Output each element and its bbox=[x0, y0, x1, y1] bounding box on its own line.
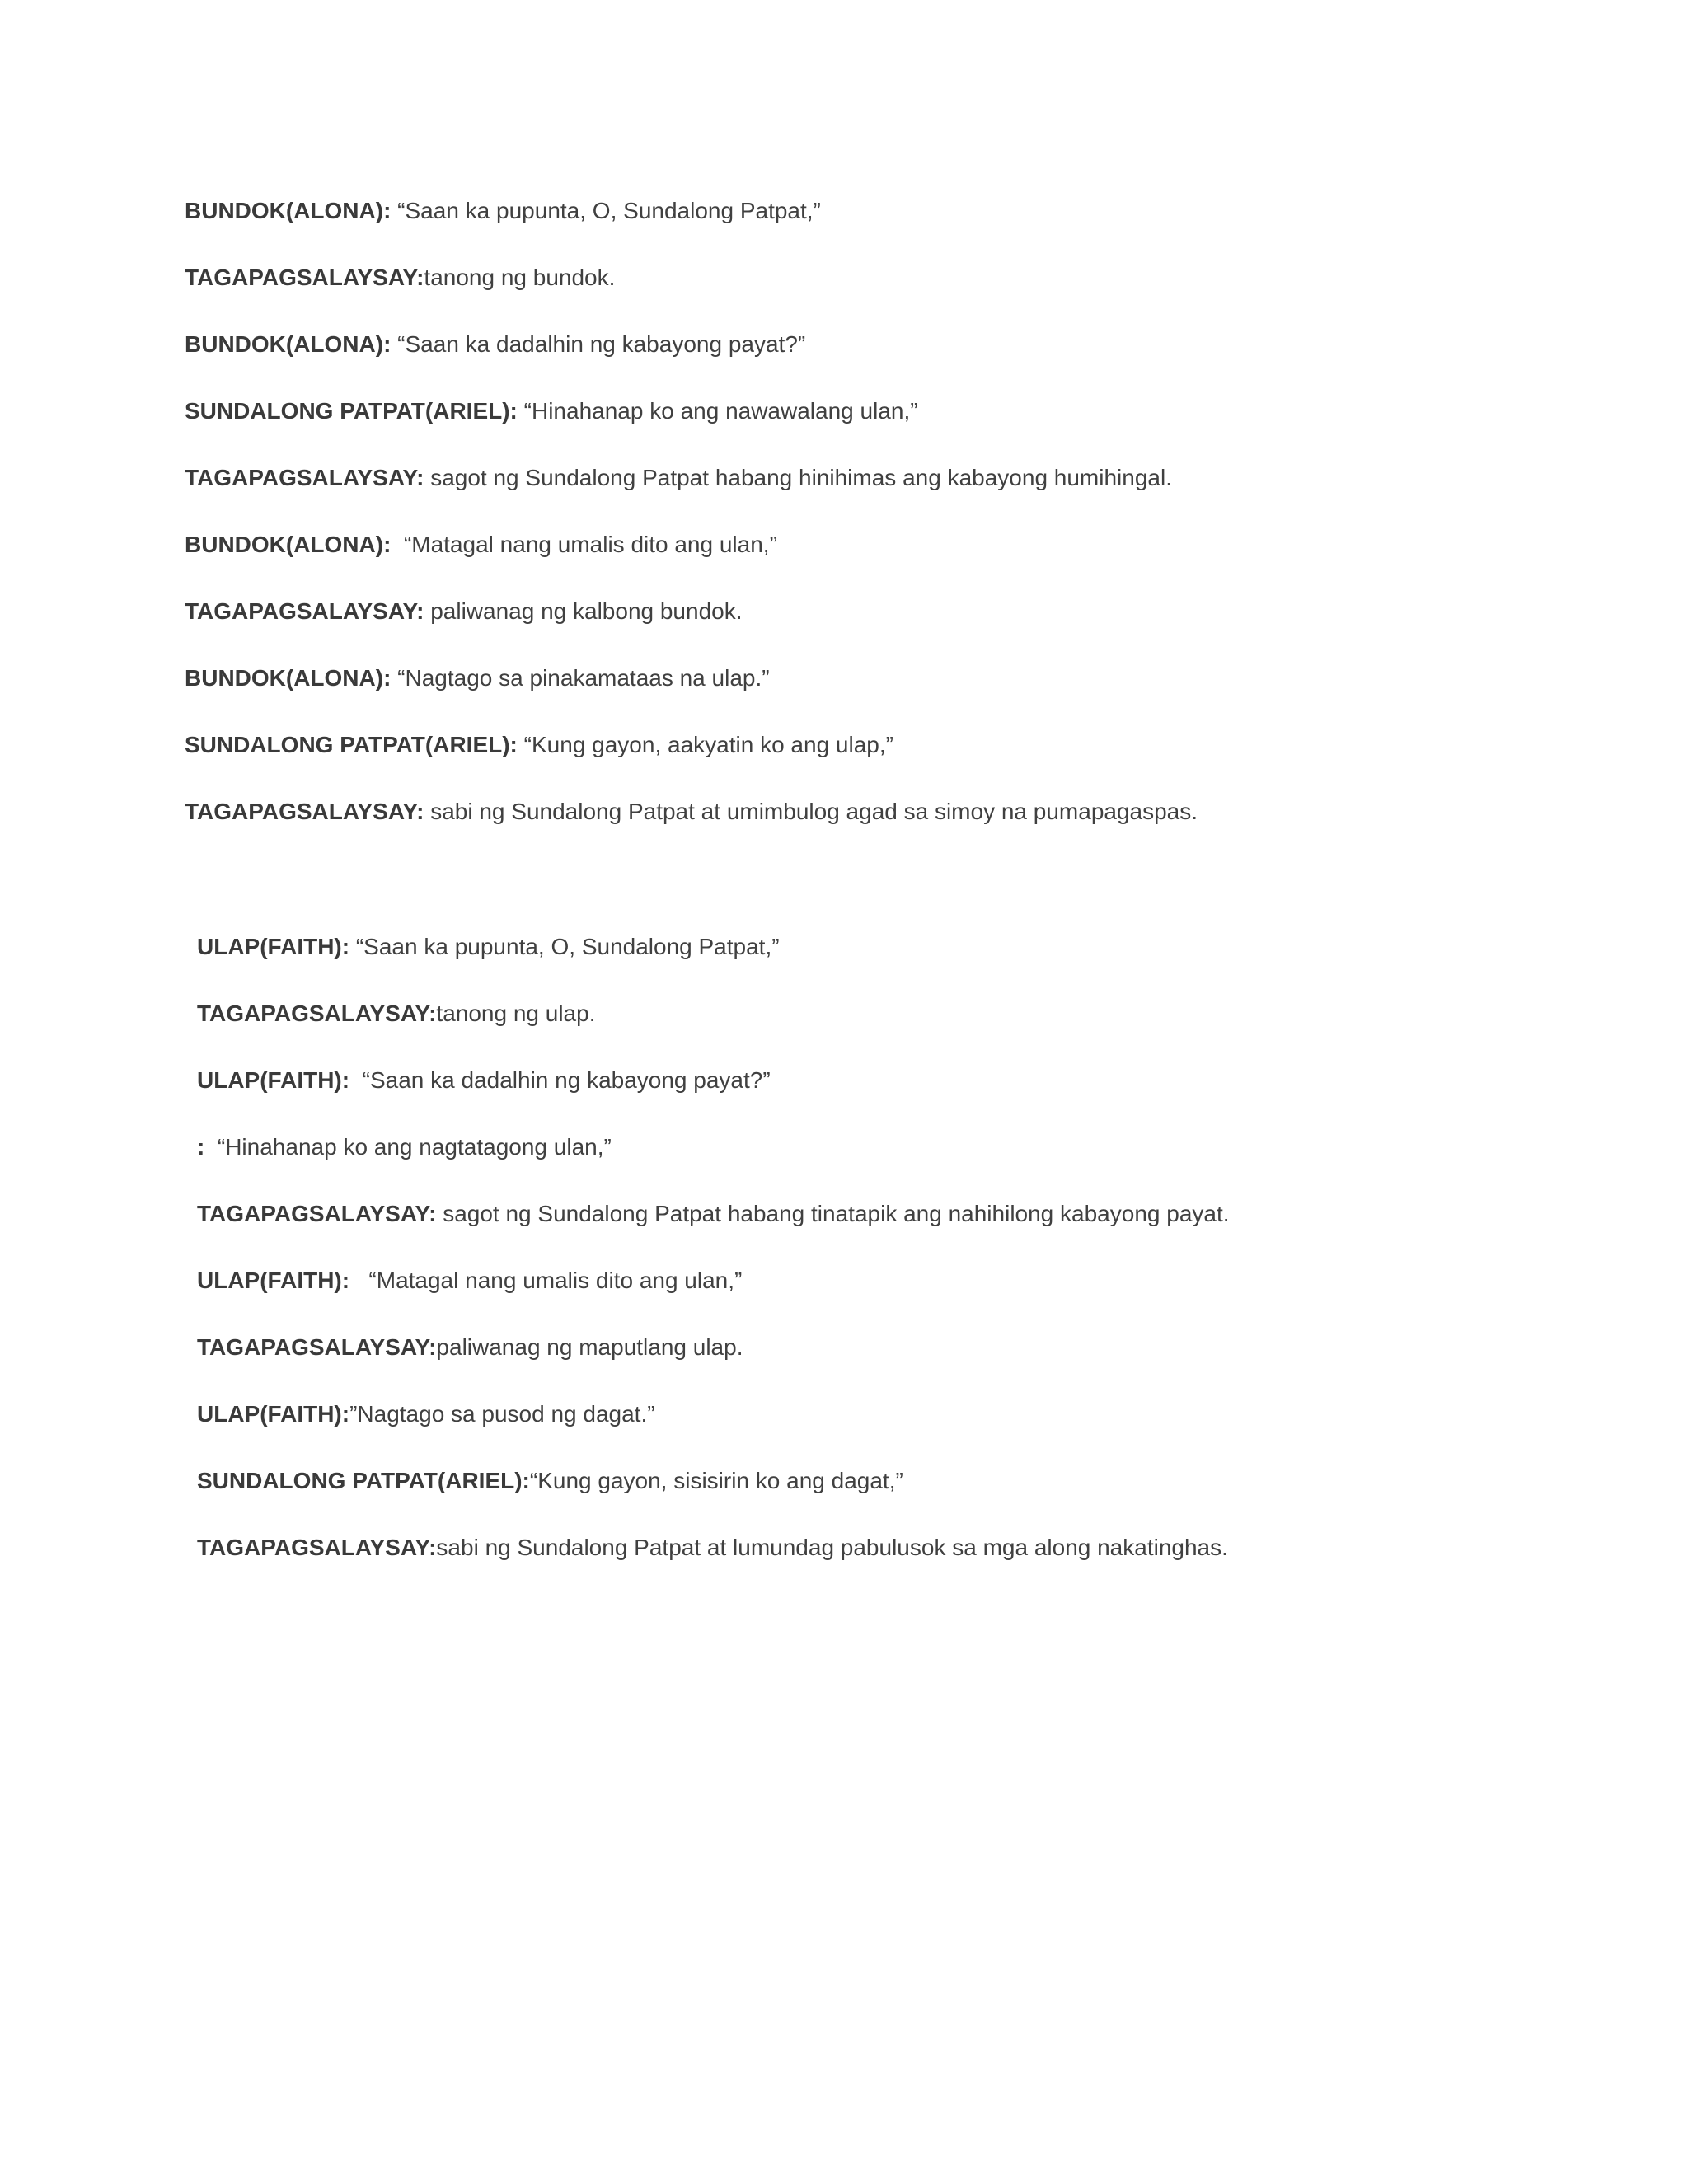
dialogue-line bbox=[197, 1064, 771, 1097]
speaker-label: BUNDOK(ALONA): bbox=[185, 532, 392, 557]
dialogue-text: “Hinahanap ko ang nawawalang ulan,” bbox=[517, 398, 918, 424]
dialogue-text: “Matagal nang umalis dito ang ulan,” bbox=[349, 1268, 743, 1293]
speaker-label: : bbox=[197, 1134, 205, 1160]
dialogue-text: sabi ng Sundalong Patpat at lumundag pabulusok sa mga along nakatinghas. bbox=[436, 1535, 1228, 1560]
speaker-label: BUNDOK(ALONA): bbox=[185, 331, 392, 357]
dialogue-line bbox=[197, 1398, 655, 1431]
speaker-label: ULAP(FAITH): bbox=[197, 1401, 350, 1427]
speaker-label: TAGAPAGSALAYSAY: bbox=[185, 598, 424, 624]
dialogue-line bbox=[185, 795, 1198, 828]
speaker-label: ULAP(FAITH): bbox=[197, 1268, 350, 1293]
dialogue-line bbox=[197, 1465, 903, 1497]
dialogue-line bbox=[185, 328, 805, 361]
dialogue-line bbox=[197, 1197, 1230, 1230]
dialogue-line bbox=[197, 1531, 1228, 1564]
dialogue-line bbox=[185, 528, 777, 561]
dialogue-text: sagot ng Sundalong Patpat habang hinihimas ang kabayong humihingal. bbox=[424, 465, 1172, 490]
dialogue-line bbox=[185, 395, 918, 428]
speaker-label: TAGAPAGSALAYSAY: bbox=[197, 1535, 437, 1560]
dialogue-text: sabi ng Sundalong Patpat at umimbulog agad sa simoy na pumapagaspas. bbox=[424, 799, 1198, 824]
dialogue-text: sagot ng Sundalong Patpat habang tinatapik ang nahihilong kabayong payat. bbox=[436, 1201, 1230, 1226]
speaker-label: TAGAPAGSALAYSAY: bbox=[197, 1201, 437, 1226]
dialogue-text: “Saan ka dadalhin ng kabayong payat?” bbox=[349, 1067, 771, 1093]
dialogue-line bbox=[185, 595, 743, 628]
dialogue-line bbox=[185, 194, 821, 227]
dialogue-text: paliwanag ng kalbong bundok. bbox=[424, 598, 743, 624]
dialogue-text: “Saan ka pupunta, O, Sundalong Patpat,” bbox=[391, 198, 821, 223]
dialogue-text: tanong ng ulap. bbox=[436, 1001, 596, 1026]
dialogue-text: “Kung gayon, sisisirin ko ang dagat,” bbox=[529, 1468, 903, 1493]
dialogue-text: paliwanag ng maputlang ulap. bbox=[436, 1334, 743, 1360]
dialogue-text: tanong ng bundok. bbox=[424, 265, 616, 290]
dialogue-text: “Saan ka pupunta, O, Sundalong Patpat,” bbox=[349, 934, 780, 959]
speaker-label: SUNDALONG PATPAT(ARIEL): bbox=[185, 732, 518, 757]
speaker-label: BUNDOK(ALONA): bbox=[185, 198, 392, 223]
dialogue-text: ”Nagtago sa pusod ng dagat.” bbox=[349, 1401, 655, 1427]
dialogue-text: “Hinahanap ko ang nagtatagong ulan,” bbox=[204, 1134, 612, 1160]
speaker-label: TAGAPAGSALAYSAY: bbox=[197, 1334, 437, 1360]
speaker-label: TAGAPAGSALAYSAY: bbox=[197, 1001, 437, 1026]
speaker-label: TAGAPAGSALAYSAY: bbox=[185, 265, 424, 290]
speaker-label: ULAP(FAITH): bbox=[197, 934, 350, 959]
dialogue-line bbox=[185, 462, 1172, 494]
speaker-label: ULAP(FAITH): bbox=[197, 1067, 350, 1093]
speaker-label: SUNDALONG PATPAT(ARIEL): bbox=[185, 398, 518, 424]
dialogue-text: “Matagal nang umalis dito ang ulan,” bbox=[391, 532, 777, 557]
dialogue-text: “Kung gayon, aakyatin ko ang ulap,” bbox=[517, 732, 893, 757]
dialogue-line bbox=[197, 1131, 612, 1164]
dialogue-line bbox=[197, 930, 780, 963]
dialogue-text: “Saan ka dadalhin ng kabayong payat?” bbox=[391, 331, 806, 357]
dialogue-line bbox=[197, 1331, 743, 1364]
dialogue-line bbox=[185, 662, 770, 695]
speaker-label: TAGAPAGSALAYSAY: bbox=[185, 799, 424, 824]
speaker-label: SUNDALONG PATPAT(ARIEL): bbox=[197, 1468, 530, 1493]
dialogue-line bbox=[197, 997, 595, 1030]
speaker-label: TAGAPAGSALAYSAY: bbox=[185, 465, 424, 490]
dialogue-line bbox=[185, 261, 615, 294]
dialogue-line bbox=[197, 1264, 742, 1297]
speaker-label: BUNDOK(ALONA): bbox=[185, 665, 392, 691]
dialogue-line bbox=[185, 729, 893, 762]
dialogue-text: “Nagtago sa pinakamataas na ulap.” bbox=[391, 665, 770, 691]
